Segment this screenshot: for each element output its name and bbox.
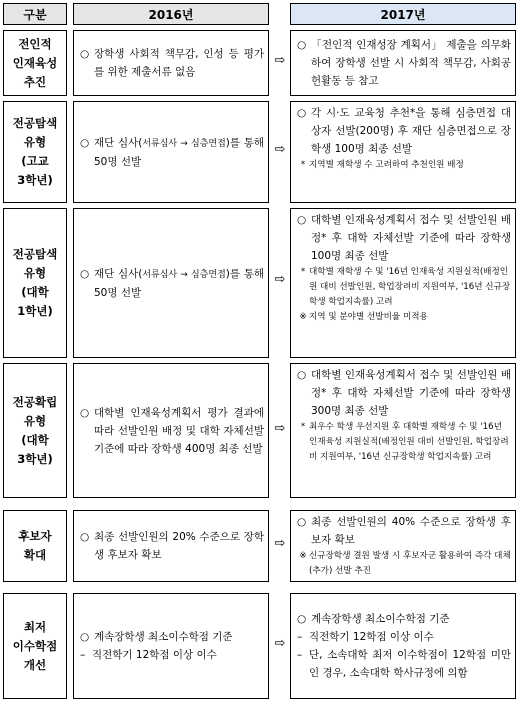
cell-2016-explore-univ bbox=[73, 208, 269, 358]
bullet-icon: ○ bbox=[297, 107, 307, 119]
right-arrow-icon: ⇨ bbox=[274, 142, 286, 157]
right-arrow-icon: ⇨ bbox=[274, 636, 286, 651]
right-arrow-icon: ⇨ bbox=[274, 536, 286, 551]
note-text: 지역별 재학생 수 고려하여 추천인원 배정 bbox=[309, 160, 464, 170]
cell-text: 계속장학생 최소이수학점 기준 bbox=[311, 613, 450, 625]
cell-2017-explore-hs bbox=[290, 101, 516, 203]
cell-subtext: 단, 소속대학 최저 이수학점이 12학점 미만인 경우, 소속대학 학사규정에 의함 bbox=[309, 649, 511, 679]
row-label-candidates: 후보자 확대 bbox=[3, 510, 67, 582]
cell-2017-candidates bbox=[290, 510, 516, 582]
note-mark: ※ bbox=[299, 312, 307, 322]
row-label-establish: 전공확립 유형 (대학 3학년) bbox=[3, 363, 67, 498]
cell-text: 대학별 인재육성계획서 접수 및 선발인원 배정* 후 대학 자체선발 기준에 따라 장학생 100명 최종 선발 bbox=[311, 214, 511, 262]
bullet-icon: ○ bbox=[80, 267, 90, 280]
cell-subtext: 직전학기 12학점 이상 이수 bbox=[92, 649, 217, 661]
bullet-icon: ○ bbox=[297, 214, 307, 226]
right-arrow-icon: ⇨ bbox=[274, 272, 286, 287]
cell-text bbox=[94, 134, 264, 171]
note-mark: * bbox=[300, 267, 306, 277]
cell-text-part: 재단 심사( bbox=[94, 136, 143, 149]
cell-text: 대학별 인재육성계획서 접수 및 선발인원 배정* 후 대학 자체선발 기준에 따라 장학생 300명 최종 선발 bbox=[311, 369, 511, 417]
cell-2017-explore-univ bbox=[290, 208, 516, 358]
bullet-icon: ○ bbox=[80, 136, 90, 149]
header-2017 bbox=[290, 3, 516, 25]
cell-2017-establish bbox=[290, 363, 516, 498]
bullet-icon: ○ bbox=[297, 369, 307, 381]
header-2016 bbox=[73, 3, 269, 25]
row-label-explore-univ: 전공탐색 유형 (대학 1학년) bbox=[3, 208, 67, 358]
cell-2016-establish bbox=[73, 363, 269, 498]
cell-text: 대학별 인재육성계획서 평가 결과에 따라 선발인원 배정 및 대학 자체선발기준에 따라 장학생 400명 최종 선발 bbox=[94, 406, 264, 455]
dash-mark: – bbox=[297, 631, 303, 643]
cell-2017-holistic bbox=[290, 30, 516, 96]
cell-2016-holistic bbox=[73, 30, 269, 96]
note-text: 최우수 학생 우선지원 후 대학별 재학생 수 및 '16년 인재육성 지원실적(배정인원 대비 선발인원, 학업장려비 지원여부, '16년 신규장학생 학업지속률) 고려 bbox=[309, 422, 509, 462]
note-mark: * bbox=[300, 422, 306, 432]
cell-text: 각 시·도 교육청 추천*을 통해 심층면접 대상자 선발(200명) 후 재단 심층면접으로 장학생 100명 최종 선발 bbox=[311, 107, 511, 155]
bullet-icon: ○ bbox=[80, 531, 90, 543]
cell-text: 최종 선발인원의 20% 수준으로 장학생 후보자 확보 bbox=[94, 531, 264, 561]
row-label-min-credits: 최저 이수학점 개선 bbox=[3, 593, 67, 699]
bullet-icon: ○ bbox=[297, 613, 307, 625]
cell-2017-min-credits bbox=[290, 593, 516, 699]
dash-mark: – bbox=[297, 649, 303, 661]
cell-text-small: 서류심사 → 심층면접 bbox=[142, 138, 226, 149]
cell-text: 「전인적 인재성장 계획서」 제출을 의무화하여 장학생 선발 시 사회적 책무감, 사회공헌활동 등 참고 bbox=[311, 39, 511, 87]
header-category-label: 구분 bbox=[23, 7, 47, 22]
header-2016-label: 2016년 bbox=[148, 7, 194, 22]
dash-mark: – bbox=[80, 649, 86, 661]
bullet-icon: ○ bbox=[297, 516, 307, 528]
header-2017-label: 2017년 bbox=[380, 7, 426, 22]
cell-text-part: )를 통해 50명 선발 bbox=[94, 267, 264, 299]
cell-text-part: 재단 심사( bbox=[94, 267, 143, 280]
header-category bbox=[3, 3, 67, 25]
bullet-icon: ○ bbox=[80, 406, 90, 419]
cell-2016-min-credits bbox=[73, 593, 269, 699]
note-text: 대학별 재학생 수 및 '16년 인재육성 지원실적(배정인원 대비 선발인원, 학업장려비 지원여부, '16년 신규장학생 학업지속률) 고려 bbox=[309, 267, 511, 307]
row-label-explore-hs: 전공탐색 유형 (고교 3학년) bbox=[3, 101, 67, 203]
right-arrow-icon: ⇨ bbox=[274, 421, 286, 436]
right-arrow-icon: ⇨ bbox=[274, 53, 286, 68]
note-text: 지역 및 분야별 선발비율 미적용 bbox=[309, 312, 428, 322]
row-label-holistic: 전인적 인재육성 추진 bbox=[3, 30, 67, 96]
cell-text-small: 서류심사 → 심층면접 bbox=[142, 269, 226, 280]
cell-2016-candidates bbox=[73, 510, 269, 582]
bullet-icon: ○ bbox=[297, 39, 307, 51]
cell-2016-explore-hs bbox=[73, 101, 269, 203]
cell-text: 계속장학생 최소이수학점 기준 bbox=[94, 631, 233, 643]
bullet-icon: ○ bbox=[80, 631, 90, 643]
cell-text: 최종 선발인원의 40% 수준으로 장학생 후보자 확보 bbox=[311, 516, 511, 546]
note-mark: * bbox=[300, 160, 306, 170]
cell-text bbox=[94, 265, 264, 302]
cell-text: 장학생 사회적 책무감, 인성 등 평가를 위한 제출서류 없음 bbox=[94, 48, 264, 78]
bullet-icon: ○ bbox=[80, 48, 90, 60]
cell-text-part: )를 통해 50명 선발 bbox=[94, 136, 264, 168]
note-text: 신규장학생 결원 발생 시 후보자군 활용하여 즉각 대체(추가) 선발 추진 bbox=[309, 551, 511, 576]
note-mark: ※ bbox=[299, 551, 307, 561]
cell-subtext: 직전학기 12학점 이상 이수 bbox=[309, 631, 434, 643]
